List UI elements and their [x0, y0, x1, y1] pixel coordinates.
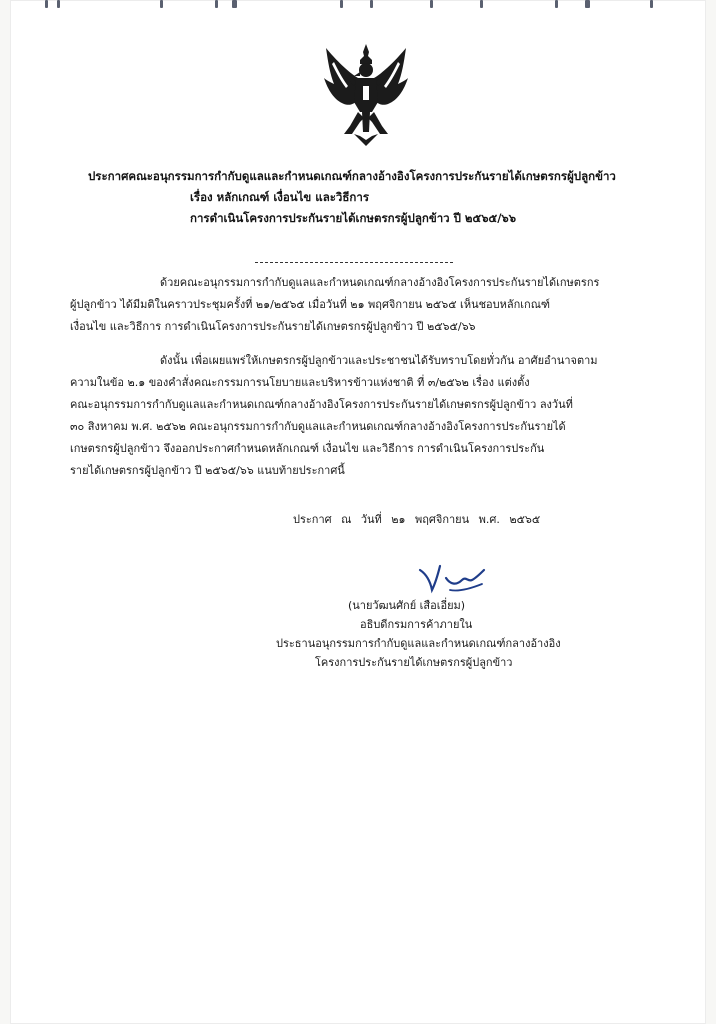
signatory-position-2: ประธานอนุกรรมการกำกับดูแลและกำหนดเกณฑ์กลางอ้างอิง: [276, 637, 561, 650]
document-page: [10, 0, 706, 1024]
signatory-position-1: อธิบดีกรมการค้าภายใน: [360, 618, 473, 631]
top-edge-marks: [10, 0, 706, 10]
garuda-emblem-icon: [320, 42, 412, 148]
paragraph-1-line: เงื่อนไข และวิธีการ การดำเนินโครงการประกันรายได้เกษตรกรผู้ปลูกข้าว ปี ๒๕๖๕/๖๖: [70, 320, 476, 333]
announcement-date: ประกาศ ณ วันที่ ๒๑ พฤศจิกายน พ.ศ. ๒๕๖๕: [293, 513, 541, 526]
heading-line-2: เรื่อง หลักเกณฑ์ เงื่อนไข และวิธีการ: [190, 190, 370, 204]
heading-line-3: การดำเนินโครงการประกันรายได้เกษตรกรผู้ปลูกข้าว ปี ๒๕๖๕/๖๖: [190, 211, 517, 225]
paragraph-1-line: ด้วยคณะอนุกรรมการกำกับดูแลและกำหนดเกณฑ์กลางอ้างอิงโครงการประกันรายได้เกษตรกร: [160, 276, 600, 289]
paragraph-1: [70, 272, 599, 338]
paragraph-2-line: รายได้เกษตรกรผู้ปลูกข้าว ปี ๒๕๖๕/๖๖ แนบท้ายประกาศนี้: [70, 464, 345, 477]
paragraph-2-line: คณะอนุกรรมการกำกับดูแลและกำหนดเกณฑ์กลางอ้างอิงโครงการประกันรายได้เกษตรกรผู้ปลูกข้าว ลงวันที่: [70, 398, 573, 411]
paragraph-2-line: ความในข้อ ๒.๑ ของคำสั่งคณะกรรมการนโยบายและบริหารข้าวแห่งชาติ ที่ ๓/๒๕๖๒ เรื่อง แต่งตั้ง: [70, 376, 530, 389]
signatory-position-3: โครงการประกันรายได้เกษตรกรผู้ปลูกข้าว: [315, 656, 513, 669]
paragraph-2-line: ดังนั้น เพื่อเผยแพร่ให้เกษตรกรผู้ปลูกข้าวและประชาชนได้รับทราบโดยทั่วกัน อาศัยอำนาจตาม: [160, 354, 598, 367]
paragraph-2-line: ๓๐ สิงหาคม พ.ศ. ๒๕๖๒ คณะอนุกรรมการกำกับดูแลและกำหนดเกณฑ์กลางอ้างอิงโครงการประกันรายได้: [70, 420, 566, 433]
paragraph-2-line: เกษตรกรผู้ปลูกข้าว จึงออกประกาศกำหนดหลักเกณฑ์ เงื่อนไข และวิธีการ การดำเนินโครงการประกัน: [70, 442, 545, 455]
signatory-name: (นายวัฒนศักย์ เสือเอี่ยม): [348, 599, 466, 612]
paragraph-2: [70, 350, 598, 482]
heading-line-1: ประกาศคณะอนุกรรมการกำกับดูแลและกำหนดเกณฑ์กลางอ้างอิงโครงการประกันรายได้เกษตรกรผู้ปลูกข้าว: [88, 169, 616, 183]
paragraph-1-line: ผู้ปลูกข้าว ได้มีมติในคราวประชุมครั้งที่ ๒๑/๒๕๖๕ เมื่อวันที่ ๒๑ พฤศจิกายน ๒๕๖๕ เห็นชอบหลักเกณฑ์: [70, 298, 551, 311]
dashed-divider: [255, 262, 453, 263]
handwritten-signature-icon: [410, 560, 500, 600]
